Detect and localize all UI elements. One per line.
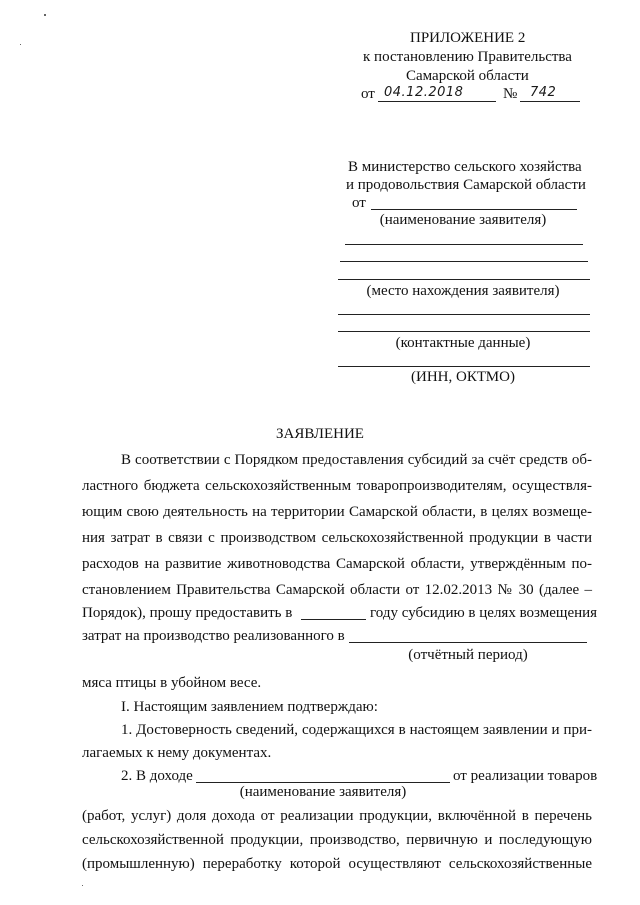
location-field[interactable] (338, 279, 590, 280)
caption-applicant-name-2: (наименование заявителя) (239, 784, 407, 800)
paragraph1-line7-end: году субсидию в целях возмещения (370, 605, 598, 621)
scan-speck (20, 44, 21, 45)
caption-inn-oktmo: (ИНН, ОКТМО) (411, 369, 515, 385)
item2-applicant-field[interactable] (196, 782, 450, 783)
paragraph1-line4: ния затрат в связи с производством сельскохозяйственной продукции в части (82, 530, 592, 546)
scan-speck (44, 14, 46, 16)
date-prefix: от (361, 86, 375, 102)
paragraph1-line3: ющим свою деятельность на территории Самарской области, в целях возмеще- (82, 504, 592, 520)
paragraph1-line5: расходов на развитие животноводства Самарской области, утверждённым по- (82, 556, 592, 572)
inn-oktmo-field[interactable] (338, 366, 590, 367)
caption-applicant-name: (наименование заявителя) (379, 212, 547, 228)
caption-contacts: (контактные данные) (395, 335, 531, 351)
item1-line2: лагаемых к нему документах. (82, 745, 272, 761)
appendix-region: Самарской области (406, 68, 529, 84)
applicant-extra-line-1[interactable] (345, 244, 583, 245)
caption-location: (место нахождения заявителя) (366, 283, 560, 299)
paragraph1-line8: затрат на производство реализованного в (82, 628, 345, 644)
subsidy-year-field[interactable] (301, 619, 366, 620)
paragraph1-line6: становлением Правительства Самарской области от 12.02.2013 № 30 (далее – (82, 582, 592, 598)
paragraph1-line1: В соответствии с Порядком предоставления субсидий за счёт средств об- (121, 452, 592, 468)
from-label: от (352, 195, 366, 211)
applicant-extra-line-2[interactable] (340, 261, 588, 262)
caption-reporting-period: (отчётный период) (408, 647, 528, 663)
applicant-name-field[interactable] (371, 209, 577, 210)
paragraph1-line2: ластного бюджета сельскохозяйственным товаропроизводителям, осуществля- (82, 478, 592, 494)
item1-line1: 1. Достоверность сведений, содержащихся в настоящем заявлении и при- (121, 722, 592, 738)
document-title: ЗАЯВЛЕНИЕ (276, 426, 364, 442)
item2-line2: (работ, услуг) доля дохода от реализации продукции, включённой в перечень (82, 808, 592, 824)
number-value: 742 (530, 85, 557, 100)
scan-speck (82, 885, 83, 886)
addressee-line2: и продовольствия Самарской области (346, 177, 586, 193)
item2-line4: (промышленную) переработку которой осуществляют сельскохозяйственные (82, 856, 592, 872)
contacts-field[interactable] (338, 331, 590, 332)
item2-line3: сельскохозяйственной продукции, производство, первичную и последующую (82, 832, 592, 848)
item2-prefix: 2. В доходе (121, 768, 193, 784)
appendix-title: ПРИЛОЖЕНИЕ 2 (410, 30, 526, 46)
number-underline (520, 101, 580, 102)
paragraph1-line9: мяса птицы в убойном весе. (82, 675, 262, 691)
reporting-period-field[interactable] (349, 642, 587, 643)
number-prefix: № (503, 86, 518, 102)
date-underline (378, 101, 496, 102)
paragraph1-line7-start: Порядок), прошу предоставить в (82, 605, 293, 621)
item2-suffix: от реализации товаров (453, 768, 598, 784)
date-value: 04.12.2018 (384, 85, 464, 100)
addressee-line1: В министерство сельского хозяйства (348, 159, 582, 175)
appendix-subtitle: к постановлению Правительства (363, 49, 572, 65)
location-extra-line[interactable] (338, 314, 590, 315)
section-1-heading: I. Настоящим заявлением подтверждаю: (121, 699, 378, 715)
